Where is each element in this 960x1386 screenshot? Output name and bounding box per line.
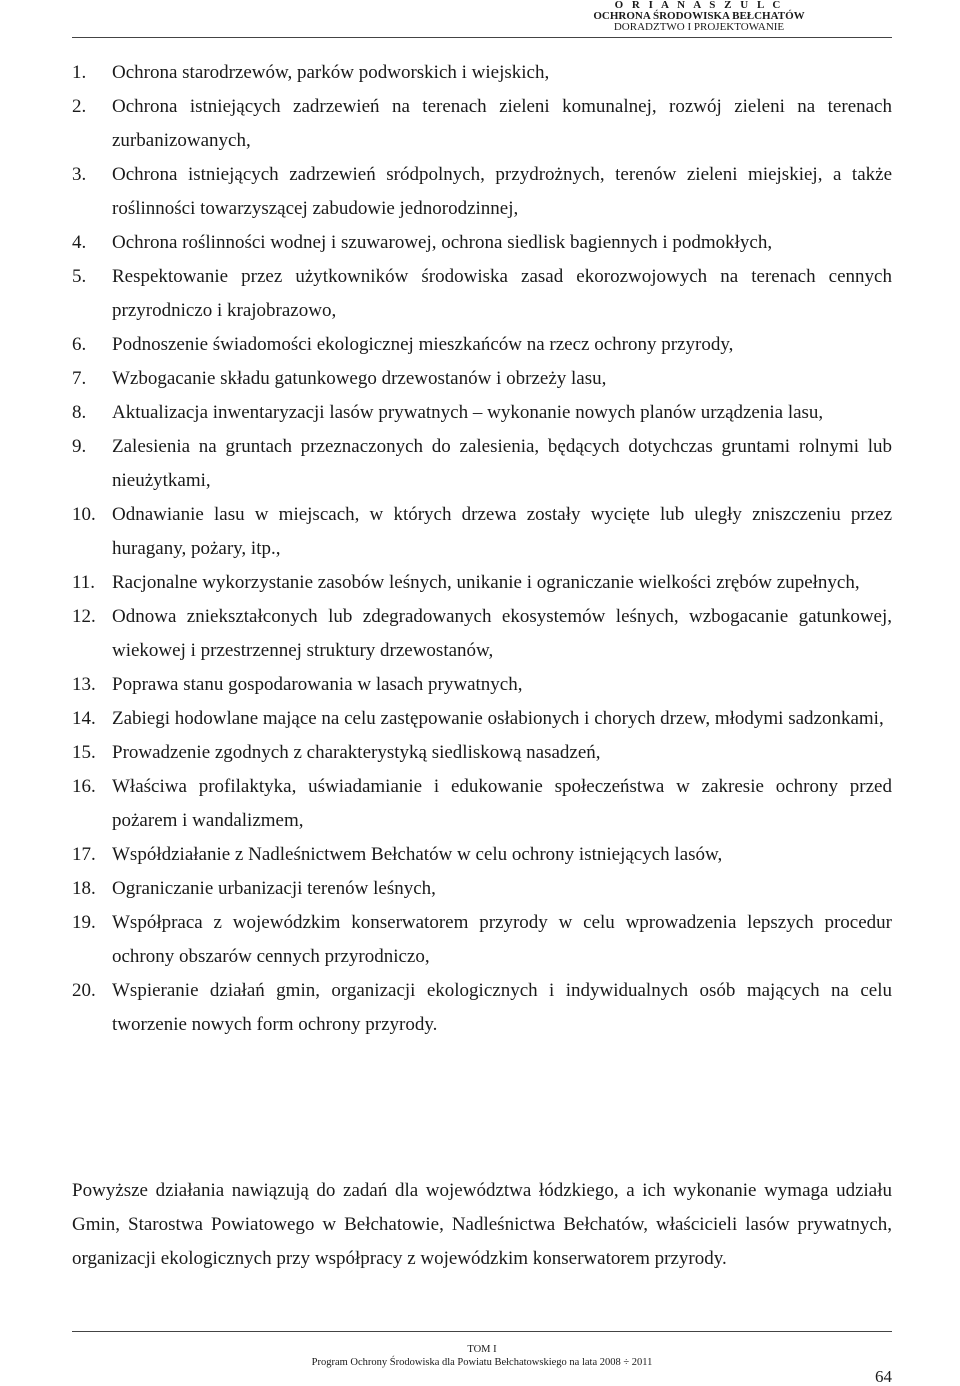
item-text: Właściwa profilaktyka, uświadamianie i edukowanie społeczeństwa w zakresie ochrony przed pożarem i wandalizmem, [112,776,892,831]
list-item [72,362,892,396]
item-number: 18. [72,878,96,899]
item-text: Poprawa stanu gospodarowania w lasach prywatnych, [112,674,523,695]
list-item [72,702,892,736]
footer-title: Program Ochrony Środowiska dla Powiatu Bełchatowskiego na lata 2008 ÷ 2011 [311,1357,653,1368]
item-text: Ochrona starodrzewów, parków podworskich i wiejskich, [112,62,550,83]
list-item [72,566,892,600]
item-number: 11. [72,572,96,593]
item-number: 13. [72,674,96,695]
item-text: Prowadzenie zgodnych z charakterystyką siedliskową nasadzeń, [112,742,601,763]
list-item [72,90,892,158]
item-text: Ograniczanie urbanizacji terenów leśnych, [112,878,436,899]
item-text: Wspieranie działań gmin, organizacji ekologicznych i indywidualnych osób mających na celu tworzenie nowych form ochrony przyrody. [112,980,892,1035]
closing-paragraph: Powyższe działania nawiązują do zadań dla województwa łódzkiego, a ich wykonanie wymaga udziału Gmin, Starostwa Powiatowego w Bełchatowie, Nadleśnictwa Bełchatów, właścicieli lasów prywatnych, organizacji ekologicznych przy współpracy z wojewódzkim konserwatorem przyrody. [72,1180,892,1269]
list-item [72,668,892,702]
list-item [72,906,892,974]
list-item [72,498,892,566]
list-item [72,56,892,90]
list-item [72,260,892,328]
list-item [72,226,892,260]
item-text: Zalesienia na gruntach przeznaczonych do zalesienia, będących dotychczas gruntami rolnymi lub nieużytkami, [112,436,892,491]
list-item [72,974,892,1042]
item-number: 16. [72,776,96,797]
item-text: Podnoszenie świadomości ekologicznej mieszkańców na rzecz ochrony przyrody, [112,334,734,355]
item-number: 1. [72,62,87,83]
page-number: 64 [875,1367,892,1386]
item-text: Racjonalne wykorzystanie zasobów leśnych, unikanie i ograniczanie wielkości zrębów zupełnych, [112,572,860,593]
list-item [72,736,892,770]
header-author: O R I A N A S Z U L C [614,0,784,11]
item-text: Ochrona roślinności wodnej i szuwarowej, ochrona siedlisk bagiennych i podmokłych, [112,232,773,253]
action-list [72,56,892,1042]
header-divider [72,37,892,38]
list-item [72,396,892,430]
list-item [72,872,892,906]
footer-divider [72,1331,892,1332]
document-footer [72,1343,892,1369]
item-text: Ochrona istniejących zadrzewień sródpolnych, przydrożnych, terenów zieleni miejskiej, a także roślinności towarzyszącej zabudowie jednorodzinnej, [112,164,892,219]
list-item [72,430,892,498]
item-number: 17. [72,844,96,865]
list-item [72,838,892,872]
header-subtitle: DORADZTWO I PROJEKTOWANIE [613,21,785,33]
item-text: Ochrona istniejących zadrzewień na terenach zieleni komunalnej, rozwój zieleni na terenach zurbanizowanych, [112,96,892,151]
list-item [72,328,892,362]
item-number: 15. [72,742,96,763]
header-company: OCHRONA ŚRODOWISKA BEŁCHATÓW [593,10,805,22]
item-number: 9. [72,436,87,457]
item-number: 7. [72,368,87,389]
item-text: Odnowa zniekształconych lub zdegradowanych ekosystemów leśnych, wzbogacanie gatunkowej, wiekowej i przestrzennej struktury drzewostanów, [112,606,892,661]
item-number: 6. [72,334,87,355]
item-text: Odnawianie lasu w miejscach, w których drzewa zostały wycięte lub uległy zniszczeniu przez huragany, pożary, itp., [112,504,892,559]
item-text: Zabiegi hodowlane mające na celu zastępowanie osłabionych i chorych drzew, młodymi sadzonkami, [112,708,884,729]
list-item [72,600,892,668]
item-number: 20. [72,980,96,1001]
item-number: 10. [72,504,96,525]
item-text: Wzbogacanie składu gatunkowego drzewostanów i obrzeży lasu, [112,368,607,389]
item-number: 2. [72,96,87,117]
item-text: Aktualizacja inwentaryzacji lasów prywatnych – wykonanie nowych planów urządzenia lasu, [112,402,824,423]
item-number: 8. [72,402,87,423]
item-text: Respektowanie przez użytkowników środowiska zasad ekorozwojowych na terenach cennych przyrodniczo i krajobrazowo, [112,266,892,321]
item-number: 4. [72,232,87,253]
footer-volume: TOM I [467,1344,497,1355]
item-number: 12. [72,606,96,627]
item-number: 5. [72,266,87,287]
item-text: Współpraca z wojewódzkim konserwatorem przyrody w celu wprowadzenia lepszych procedur ochrony obszarów cennych przyrodniczo, [112,912,892,967]
item-number: 3. [72,164,87,185]
item-text: Współdziałanie z Nadleśnictwem Bełchatów w celu ochrony istniejących lasów, [112,844,723,865]
item-number: 14. [72,708,96,729]
list-item [72,770,892,838]
item-number: 19. [72,912,96,933]
document-header [494,0,904,33]
list-item [72,158,892,226]
